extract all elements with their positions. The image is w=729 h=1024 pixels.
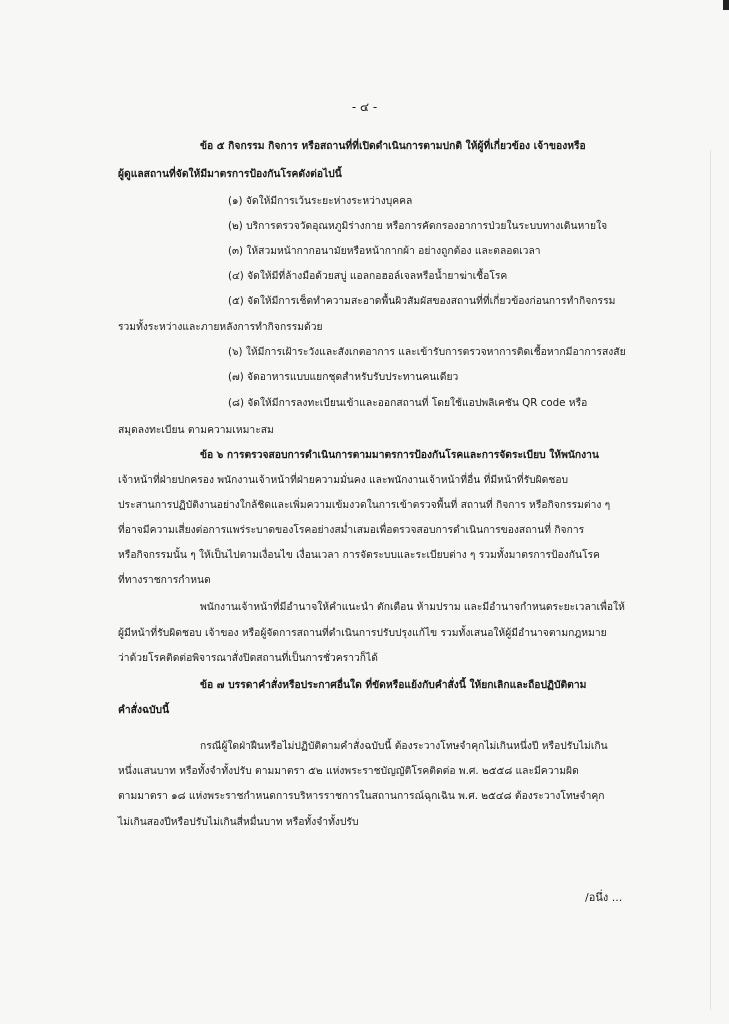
text-line: (๔) จัดให้มีที่ล้างมือด้วยสบู่ แอลกอฮอล์เจลหรือน้ำยาฆ่าเชื้อโรค: [228, 270, 508, 282]
text-line: ที่ทางราชการกำหนด: [118, 574, 211, 586]
text-line: เจ้าหน้าที่ฝ่ายปกครอง พนักงานเจ้าหน้าที่ฝ่ายความมั่นคง และพนักงานเจ้าหน้าที่อื่น ที่มีหน้าที่รับผิดชอบ: [118, 474, 569, 486]
text-line: รวมทั้งระหว่างและภายหลังการทำกิจกรรมด้วย: [118, 321, 323, 333]
text-line: ผู้ดูแลสถานที่จัดให้มีมาตรการป้องกันโรคดังต่อไปนี้: [118, 168, 342, 180]
text-line: ไม่เกินสองปีหรือปรับไม่เกินสี่หมื่นบาท หรือทั้งจำทั้งปรับ: [118, 816, 359, 828]
text-line: กรณีผู้ใดฝ่าฝืนหรือไม่ปฏิบัติตามคำสั่งฉบับนี้ ต้องระวางโทษจำคุกไม่เกินหนึ่งปี หรือปรับไม่เกิน: [200, 740, 608, 752]
text-line: ว่าด้วยโรคติดต่อพิจารณาสั่งปิดสถานที่เป็นการชั่วคราวก็ได้: [118, 652, 378, 664]
text-line: (๗) จัดอาหารแบบแยกชุดสำหรับรับประทานคนเดียว: [228, 371, 459, 383]
text-line: (๓) ให้สวมหน้ากากอนามัยหรือหน้ากากผ้า อย่างถูกต้อง และตลอดเวลา: [228, 245, 541, 257]
text-line: ประสานการปฏิบัติงานอย่างใกล้ชิดและเพิ่มความเข้มงวดในการเข้าตรวจพื้นที่ สถานที่ กิจการ หรือกิจกรรมต่าง ๆ: [118, 499, 611, 511]
text-line: (๒) บริการตรวจวัดอุณหภูมิร่างกาย หรือการคัดกรองอาการป่วยในระบบทางเดินหายใจ: [228, 220, 608, 232]
text-line: (๘) จัดให้มีการลงทะเบียนเข้าและออกสถานที่ โดยใช้แอปพลิเคชัน QR code หรือ: [228, 397, 588, 409]
scan-edge-line: [710, 150, 711, 1010]
text-line: ตามมาตรา ๑๘ แห่งพระราชกำหนดการบริหารราชการในสถานการณ์ฉุกเฉิน พ.ศ. ๒๕๔๘ ต้องระวางโทษจำคุก: [118, 790, 605, 802]
text-line: (๑) จัดให้มีการเว้นระยะห่างระหว่างบุคคล: [228, 195, 413, 207]
text-line: สมุดลงทะเบียน ตามความเหมาะสม: [118, 424, 274, 436]
text-line: ข้อ ๖ การตรวจสอบการดำเนินการตามมาตรการป้องกันโรคและการจัดระเบียบ ให้พนักงาน: [200, 449, 599, 461]
continuation-note: /อนึ่ง ...: [585, 891, 623, 904]
scan-corner-mark: [723, 0, 729, 10]
text-line: ผู้มีหน้าที่รับผิดชอบ เจ้าของ หรือผู้จัดการสถานที่ดำเนินการปรับปรุงแก้ไข รวมทั้งเสนอให้ผู้มีอำนาจตามกฎหมาย: [118, 627, 607, 639]
text-line: หรือกิจกรรมนั้น ๆ ให้เป็นไปตามเงื่อนไข เงื่อนเวลา การจัดระบบและระเบียบต่าง ๆ รวมทั้งมาตรการป้องกันโรค: [118, 549, 600, 561]
text-line: (๖) ให้มีการเฝ้าระวังและสังเกตอาการ และเข้ารับการตรวจหาการติดเชื้อหากมีอาการสงสัย: [228, 346, 626, 358]
text-line: (๕) จัดให้มีการเช็ดทำความสะอาดพื้นผิวสัมผัสของสถานที่ที่เกี่ยวข้องก่อนการทำกิจกรรม: [228, 295, 616, 307]
text-line: ข้อ ๗ บรรดาคำสั่งหรือประกาศอื่นใด ที่ขัดหรือแย้งกับคำสั่งนี้ ให้ยกเลิกและถือปฏิบัติตาม: [200, 679, 587, 691]
text-line: หนึ่งแสนบาท หรือทั้งจำทั้งปรับ ตามมาตรา ๕๒ แห่งพระราชบัญญัติโรคติดต่อ พ.ศ. ๒๕๕๘ และมีความผิด: [118, 765, 579, 777]
text-line: ข้อ ๕ กิจกรรม กิจการ หรือสถานที่ที่เปิดดำเนินการตามปกติ ให้ผู้ที่เกี่ยวข้อง เจ้าของหรือ: [200, 140, 586, 152]
page-number: - ๔ -: [351, 100, 378, 114]
text-line: ที่อาจมีความเสี่ยงต่อการแพร่ระบาดของโรคอย่างสม่ำเสมอเพื่อตรวจสอบการดำเนินการของสถานที่ กิจการ: [118, 524, 585, 536]
text-line: คำสั่งฉบับนี้: [118, 704, 170, 716]
text-line: พนักงานเจ้าหน้าที่มีอำนาจให้คำแนะนำ ตักเตือน ห้ามปราม และมีอำนาจกำหนดระยะเวลาเพื่อให้: [200, 601, 625, 613]
